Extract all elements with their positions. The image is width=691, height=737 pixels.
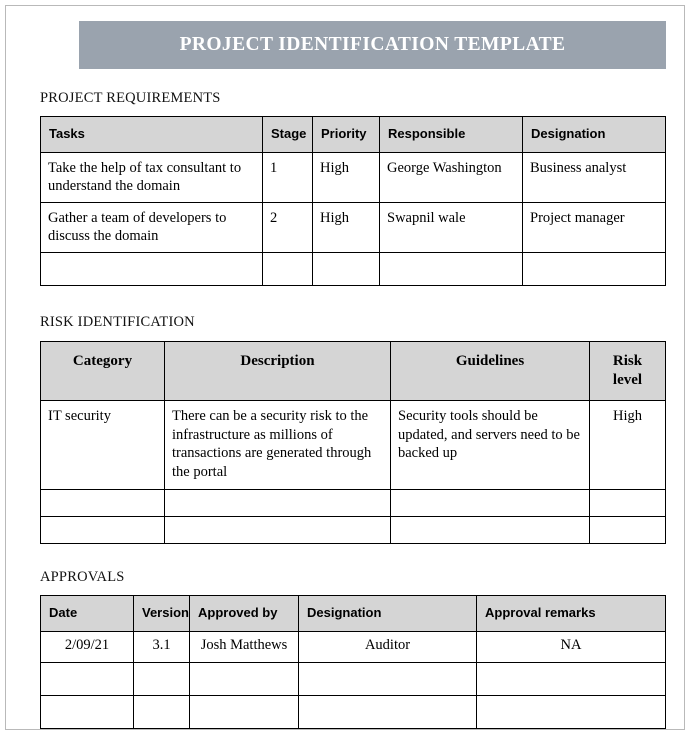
table-header-row <box>41 342 666 401</box>
table-header-row <box>41 117 666 153</box>
table-row <box>41 695 666 728</box>
cell-approval-remarks[interactable]: NA <box>477 631 666 662</box>
cell-designation[interactable] <box>523 252 666 285</box>
risk-identification-table <box>40 341 666 544</box>
column-header-category: Category <box>41 342 165 401</box>
cell-approved-by[interactable] <box>190 662 299 695</box>
cell-designation[interactable] <box>299 695 477 728</box>
column-header-priority: Priority <box>313 117 380 153</box>
document-page <box>5 5 685 730</box>
cell-version[interactable]: 3.1 <box>134 631 190 662</box>
cell-date[interactable] <box>41 662 134 695</box>
cell-designation[interactable]: Business analyst <box>523 152 666 202</box>
cell-category[interactable] <box>41 490 165 517</box>
column-header-guidelines: Guidelines <box>391 342 590 401</box>
cell-designation[interactable]: Project manager <box>523 202 666 252</box>
cell-description[interactable] <box>165 517 391 544</box>
cell-approved-by[interactable] <box>190 695 299 728</box>
cell-description[interactable]: There can be a security risk to the infrastructure as millions of transactions are generated through the portal <box>165 401 391 490</box>
column-header-date: Date <box>41 596 134 632</box>
column-header-designation: Designation <box>523 117 666 153</box>
cell-stage[interactable] <box>263 252 313 285</box>
table-row <box>41 490 666 517</box>
table-row <box>41 152 666 202</box>
table-row <box>41 252 666 285</box>
column-header-description: Description <box>165 342 391 401</box>
cell-category[interactable]: IT security <box>41 401 165 490</box>
column-header-version: Version <box>134 596 190 632</box>
table-row <box>41 517 666 544</box>
cell-guidelines[interactable] <box>391 517 590 544</box>
cell-designation[interactable]: Auditor <box>299 631 477 662</box>
cell-category[interactable] <box>41 517 165 544</box>
table-row <box>41 631 666 662</box>
cell-guidelines[interactable] <box>391 490 590 517</box>
table-row <box>41 662 666 695</box>
section-label-approvals: APPROVALS <box>40 569 125 585</box>
cell-tasks[interactable] <box>41 252 263 285</box>
cell-version[interactable] <box>134 662 190 695</box>
cell-risk-level[interactable] <box>590 490 666 517</box>
cell-priority[interactable]: High <box>313 152 380 202</box>
cell-description[interactable] <box>165 490 391 517</box>
cell-priority[interactable] <box>313 252 380 285</box>
cell-approval-remarks[interactable] <box>477 695 666 728</box>
cell-responsible[interactable] <box>380 252 523 285</box>
column-header-responsible: Responsible <box>380 117 523 153</box>
cell-designation[interactable] <box>299 662 477 695</box>
cell-stage[interactable]: 1 <box>263 152 313 202</box>
column-header-approved-by: Approved by <box>190 596 299 632</box>
table-header-row <box>41 596 666 632</box>
column-header-risk-level: Risk level <box>590 342 666 401</box>
cell-guidelines[interactable]: Security tools should be updated, and servers need to be backed up <box>391 401 590 490</box>
document-title-banner <box>79 21 666 69</box>
cell-date[interactable] <box>41 695 134 728</box>
section-label-project-requirements: PROJECT REQUIREMENTS <box>40 90 221 106</box>
cell-priority[interactable]: High <box>313 202 380 252</box>
section-label-risk-identification: RISK IDENTIFICATION <box>40 314 195 330</box>
project-requirements-table <box>40 116 666 286</box>
cell-stage[interactable]: 2 <box>263 202 313 252</box>
column-header-stage: Stage <box>263 117 313 153</box>
column-header-approval-remarks: Approval remarks <box>477 596 666 632</box>
cell-responsible[interactable]: George Washington <box>380 152 523 202</box>
page-title: PROJECT IDENTIFICATION TEMPLATE <box>179 34 566 55</box>
cell-version[interactable] <box>134 695 190 728</box>
cell-responsible[interactable]: Swapnil wale <box>380 202 523 252</box>
cell-date[interactable]: 2/09/21 <box>41 631 134 662</box>
cell-tasks[interactable]: Take the help of tax consultant to understand the domain <box>41 152 263 202</box>
cell-risk-level[interactable] <box>590 517 666 544</box>
cell-risk-level[interactable]: High <box>590 401 666 490</box>
approvals-table <box>40 595 666 729</box>
column-header-designation: Designation <box>299 596 477 632</box>
cell-approved-by[interactable]: Josh Matthews <box>190 631 299 662</box>
table-row <box>41 202 666 252</box>
cell-tasks[interactable]: Gather a team of developers to discuss the domain <box>41 202 263 252</box>
column-header-tasks: Tasks <box>41 117 263 153</box>
table-row <box>41 401 666 490</box>
cell-approval-remarks[interactable] <box>477 662 666 695</box>
